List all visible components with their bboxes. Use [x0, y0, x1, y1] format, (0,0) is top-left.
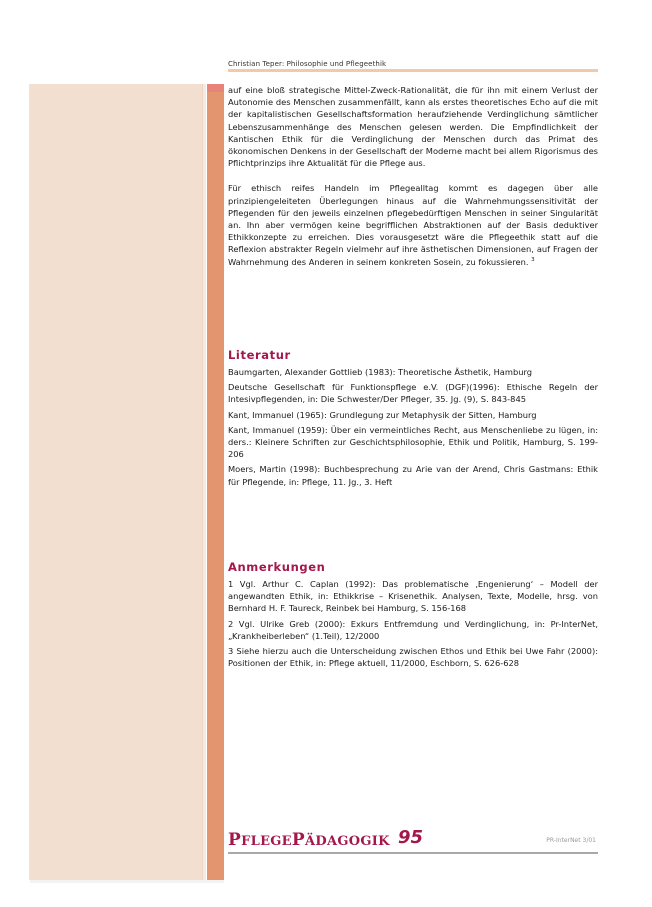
panel-divider	[202, 84, 206, 880]
issue-label: PR-InterNet 3/01	[546, 837, 596, 844]
running-header: Christian Teper: Philosophie und Pflegeethik	[228, 60, 598, 72]
strip-cap	[207, 84, 224, 92]
note-entry: 1 Vgl. Arthur C. Caplan (1992): Das problematische ‚Engenierung‘ – Modell der angewandten Ethik, in: Ethikkrise – Krisenethik. Analysen, Texte, Modelle, hrsg. von Bernhard H. F. Taureck, Reinbek bei Hamburg, S. 156-168	[228, 579, 598, 614]
reference-entry: Deutsche Gesellschaft für Funktionspflege e.V. (DGF)(1996): Ethische Regeln der Intesivpflegenden, in: Die Schwester/Der Pfleger, 35. Jg. (9), S. 843-845	[228, 382, 598, 405]
section-title-literatur: Literatur	[228, 348, 291, 362]
reference-entry: Kant, Immanuel (1959): Über ein vermeintliches Recht, aus Menschenliebe zu lügen, in: ders.: Kleinere Schriften zur Geschichtsphilosophie, Ethik und Politik, Hamburg, S. 199-206	[228, 424, 598, 460]
literatur-section	[228, 348, 598, 491]
note-entry: 2 Vgl. Ulrike Greb (2000): Exkurs Entfremdung und Verdinglichung, in: Pr-InterNet, „Krankheiberleben“ (1.Teil), 12/2000	[228, 618, 598, 641]
paragraph: auf eine bloß strategische Mittel-Zweck-Rationalität, die für ihn mit einem Verlust der Autonomie des Menschen zusammenfällt, kann als erstes theoretisches Echo auf die mit der kapitalistischen Gesellschaftsformation heraufziehende Verdinglichung sämtlicher Lebenszusammenhänge des Menschen gelesen werden. Die Empfindlichkeit der Kantischen Ethik für die Verdinglichung der Menschen durch das Primat des ökonomischen Denkens in der Gesellschaft der Moderne macht bei allem Rigorismus des Pflichtprinzips ihre Aktualität für die Pflege aus.	[228, 85, 598, 169]
section-title-anmerkungen: Anmerkungen	[228, 560, 326, 574]
magazine-title: PFLEGEPÄDAGOGIK	[228, 830, 390, 850]
page-number: 95	[398, 827, 424, 848]
page-footer	[228, 827, 598, 854]
paragraph: Für ethisch reifes Handeln im Pflegealltag kommt es dagegen über alle prinzipiengeleiteten Überlegungen hinaus auf die Wahrnehmungssensitivität der Pflegenden für den jeweils einzelnen pflegebedürftigen Menschen in seiner Singularität an. Ihn aber vermögen keine begrifflichen Abstraktionen auf der Basis deduktiver Ethikkonzepte zu erreichen. Dies vorausgesetzt wäre die Pflegeethik statt auf die Reflexion abstrakter Regeln vielmehr auf ihre ästhetischen Dimensionen, auf Fragen der Wahrnehmung des Anderen in seinem konkreten Sosein, zu fokussieren. $^3$	[228, 183, 598, 267]
panel-shadow	[30, 880, 224, 883]
reference-entry: Baumgarten, Alexander Gottlieb (1983): Theoretische Ästhetik, Hamburg	[228, 367, 533, 377]
reference-entry: Moers, Martin (1998): Buchbesprechung zu Arie van der Arend, Chris Gastmans: Ethik für Pflegende, in: Pflege, 11. Jg., 3. Heft	[228, 464, 598, 487]
reference-entry: Kant, Immanuel (1965): Grundlegung zur Metaphysik der Sitten, Hamburg	[228, 409, 537, 420]
note-entry: 3 Siehe hierzu auch die Unterscheidung zwischen Ethos und Ethik bei Uwe Fahr (2000): Positionen der Ethik, in: Pflege aktuell, 11/2000, Eschborn, S. 626-628	[228, 646, 598, 669]
anmerkungen-section	[228, 560, 598, 672]
side-color-strip	[207, 84, 224, 880]
footnote-marker[interactable]: 3	[531, 256, 535, 263]
body-text	[228, 84, 598, 281]
left-margin-panel	[30, 84, 202, 880]
